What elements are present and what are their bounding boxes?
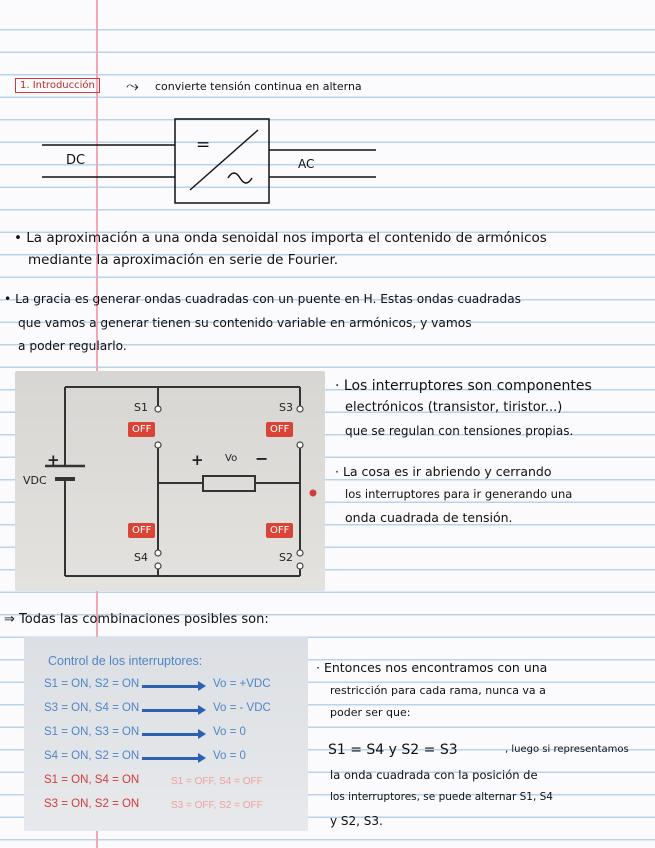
table-row-1-left: S1 = ON, S2 = ON [44, 678, 140, 690]
bullet-fourier-line-1: • La aproximación a una onda senoidal nos importa el contenido de armónicos [14, 230, 547, 246]
restriction-line-2: restricción para cada rama, nunca va a [330, 684, 546, 697]
bullet-fourier-line-2: mediante la aproximación en serie de Fourier. [28, 252, 339, 268]
table-row-3-left: S1 = ON, S3 = ON [44, 726, 140, 738]
s2-off-badge: OFF [266, 523, 293, 538]
arrow-right-icon [142, 709, 200, 712]
restriction-tail-1: la onda cuadrada con la posición de [330, 768, 538, 782]
table-row-2-right: Vo = - VDC [213, 702, 271, 714]
vo-label: Vo [225, 453, 238, 464]
s3-label: S3 [279, 401, 293, 414]
circuit-note-2-line-1: · La cosa es ir abriendo y cerrando [335, 464, 552, 479]
table-row-1-right: Vo = +VDC [213, 678, 271, 690]
restriction-line-1: · Entonces nos encontramos con una [316, 660, 548, 675]
arrow-right-icon [142, 733, 200, 736]
dc-symbol: = [196, 135, 211, 155]
arrow-right-icon [142, 685, 200, 688]
circuit-note-1-line-3: que se regulan con tensiones propias. [345, 424, 574, 438]
table-row-5-right: S1 = OFF, S4 = OFF [171, 776, 263, 787]
s4-label: S4 [134, 551, 148, 564]
section-note: convierte tensión continua en alterna [155, 80, 362, 93]
vo-minus-sign: − [255, 449, 269, 468]
s1-off-badge: OFF [128, 422, 155, 437]
bullet-hbridge-line-2: que vamos a generar tienen su contenido variable en armónicos, y vamos [18, 316, 472, 330]
switch-equation: S1 = S4 y S2 = S3 [328, 742, 458, 758]
converter-diagram [0, 0, 655, 210]
table-row-4-right: Vo = 0 [213, 750, 246, 762]
table-row-2-left: S3 = ON, S4 = ON [44, 702, 140, 714]
vo-plus-sign: + [191, 451, 204, 469]
bullet-hbridge-line-1: • La gracia es generar ondas cuadradas con un puente en H. Estas ondas cuadradas [4, 292, 522, 306]
section-title: 1. Introducción [15, 78, 100, 93]
restriction-line-3: poder ser que: [330, 706, 411, 719]
tilde-arrow-icon: ⤳ [126, 76, 139, 95]
s1-label: S1 [134, 401, 148, 414]
s2-label: S2 [279, 551, 293, 564]
combos-heading: ⇒ Todas las combinaciones posibles son: [4, 612, 269, 627]
table-row-6-left: S3 = ON, S2 = ON [44, 798, 140, 810]
table-row-5-left: S1 = ON, S4 = ON [44, 774, 140, 786]
table-row-3-right: Vo = 0 [213, 726, 246, 738]
s4-off-badge: OFF [128, 523, 155, 538]
equation-continuation: , luego si representamos [505, 744, 629, 755]
control-table-title: Control de los interruptores: [48, 654, 203, 668]
table-row-6-right: S3 = OFF, S2 = OFF [171, 800, 263, 811]
red-dot-indicator [310, 490, 317, 497]
battery-plus-sign: + [47, 451, 60, 469]
arrow-right-icon [142, 757, 200, 760]
control-table-photo [24, 637, 308, 831]
ac-label: AC [298, 157, 315, 171]
circuit-note-1-line-2: electrónicos (transistor, tiristor...) [345, 400, 563, 415]
restriction-tail-2: los interruptores, se puede alternar S1, S4 [330, 791, 553, 803]
circuit-note-2-line-3: onda cuadrada de tensión. [345, 510, 513, 525]
dc-label: DC [66, 153, 86, 168]
table-row-4-left: S4 = ON, S2 = ON [44, 750, 140, 762]
h-bridge-photo [15, 371, 325, 591]
circuit-note-2-line-2: los interruptores para ir generando una [345, 487, 573, 501]
restriction-tail-3: y S2, S3. [330, 814, 383, 828]
circuit-note-1-line-1: · Los interruptores son componentes [335, 378, 592, 394]
vdc-label: VDC [23, 474, 47, 487]
sine-icon [228, 173, 252, 183]
load-resistor [203, 476, 255, 491]
s3-off-badge: OFF [266, 422, 293, 437]
bullet-hbridge-line-3: a poder regularlo. [18, 339, 127, 353]
